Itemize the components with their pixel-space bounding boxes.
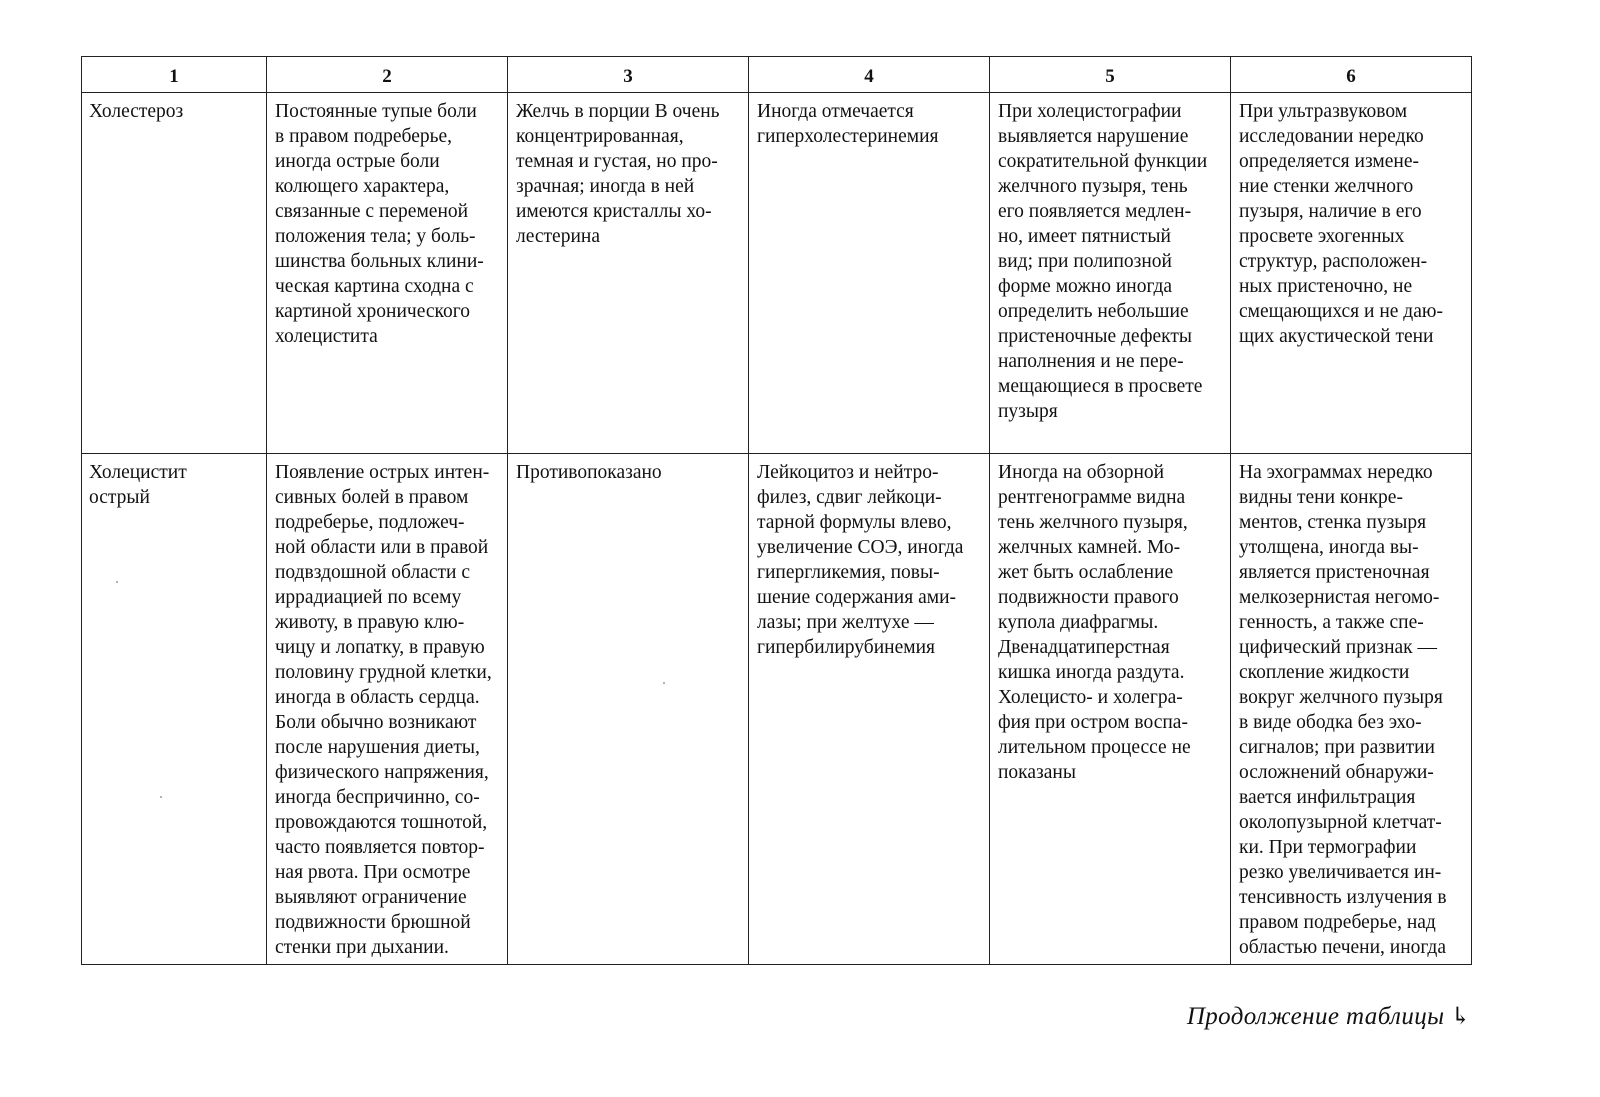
table-row: [82, 93, 1472, 454]
table-cell: [990, 93, 1231, 454]
table-cell: [990, 454, 1231, 965]
scan-speck: [160, 796, 162, 798]
disease-name: Холестероз: [89, 101, 184, 122]
arrow-turn-icon: ↳: [1450, 1004, 1471, 1030]
cell-text: Иногда отмечается гиперхолестеринемия: [757, 101, 939, 147]
table-header: [82, 57, 1472, 93]
table-cell: [749, 93, 990, 454]
cell-text: Желчь в порции В очень концентрированная, темная и густая, но про- зрачная; иногда в ней имеются кристаллы хо- лестерина: [516, 101, 720, 247]
table-cell: [508, 93, 749, 454]
scan-speck: [663, 682, 665, 684]
column-header-4: 4: [749, 57, 990, 93]
header-row: [82, 57, 1472, 93]
table-cell: [82, 93, 267, 454]
column-header-1: 1: [82, 57, 267, 93]
cell-text: Иногда на обзорной рентгенограмме видна тень желчного пузыря, желчных камней. Мо- жет быть ослабление подвижности правого купола диафрагмы. Двенадцатиперстная кишка иногда раздута. Холецисто- и холегра- фия при остром воспа- лительном процессе не показаны: [998, 462, 1191, 783]
cell-text: Постоянные тупые боли в правом подреберье, иногда острые боли колющего характера, связанные с переменой положения тела; у боль- шинства больных клини- ческая картина сходна с картиной хронического холецистита: [275, 101, 484, 347]
column-header-2: 2: [267, 57, 508, 93]
table-cell: [267, 454, 508, 965]
table-continuation-note: [1187, 1002, 1471, 1031]
table-cell: [508, 454, 749, 965]
table-cell: [267, 93, 508, 454]
table-cell: [1231, 454, 1472, 965]
cell-text: При холецистографии выявляется нарушение сократительной функции желчного пузыря, тень его появляется медлен- но, имеет пятнистый вид; при полипозной форме можно иногда определить небольшие пристеночные дефекты наполнения и не пере- мещающиеся в просвете пузыря: [998, 101, 1208, 422]
data-table: [81, 56, 1472, 965]
cell-text: На эхограммах нередко видны тени конкре- ментов, стенка пузыря утолщена, иногда вы- является пристеночная мелкозернистая негомо- генность, а также спе- цифический признак — скопление жидкости вокруг желчного пузыря в виде ободка без эхо- сигналов; при развитии осложнений обнаружи- вается инфильтрация околопузырной клетчат- ки. При термографии резко увеличивается ин- тенсивность излучения в правом подреберье, над областью печени, иногда: [1239, 462, 1447, 958]
cell-text: Лейкоцитоз и нейтро- филез, сдвиг лейкоци- тарной формулы влево, увеличение СОЭ, иногда гипергликемия, повы- шение содержания ами- лазы; при желтухе — гипербилирубинемия: [757, 462, 964, 658]
column-header-6: 6: [1231, 57, 1472, 93]
table-cell: [1231, 93, 1472, 454]
table-cell: [82, 454, 267, 965]
table-cell: [749, 454, 990, 965]
cell-text: Появление острых интен- сивных болей в правом подреберье, подложеч- ной области или в правой подвздошной области с иррадиацией по всему животу, в правую клю- чицу и лопатку, в правую половину грудной клетки, иногда в область сердца. Боли обычно возникают после нарушения диеты, физического напряжения, иногда беспричинно, со- провождаются тошнотой, часто появляется повтор- ная рвота. При осмотре выявляют ограничение подвижности брюшной стенки при дыхании.: [275, 462, 492, 958]
scan-speck: [116, 581, 118, 583]
column-header-5: 5: [990, 57, 1231, 93]
column-header-3: 3: [508, 57, 749, 93]
disease-name: Холецистит острый: [89, 462, 187, 508]
cell-text: Противопоказано: [516, 462, 662, 483]
table-body: [82, 93, 1472, 965]
table-row: [82, 454, 1472, 965]
continuation-label: Продолжение таблицы: [1186, 1003, 1445, 1030]
cell-text: При ультразвуковом исследовании нередко определяется измене- ние стенки желчного пузыря, наличие в его просвете эхогенных структур, расположен- ных пристеночно, не смещающихся и не даю- щих акустической тени: [1239, 101, 1443, 347]
